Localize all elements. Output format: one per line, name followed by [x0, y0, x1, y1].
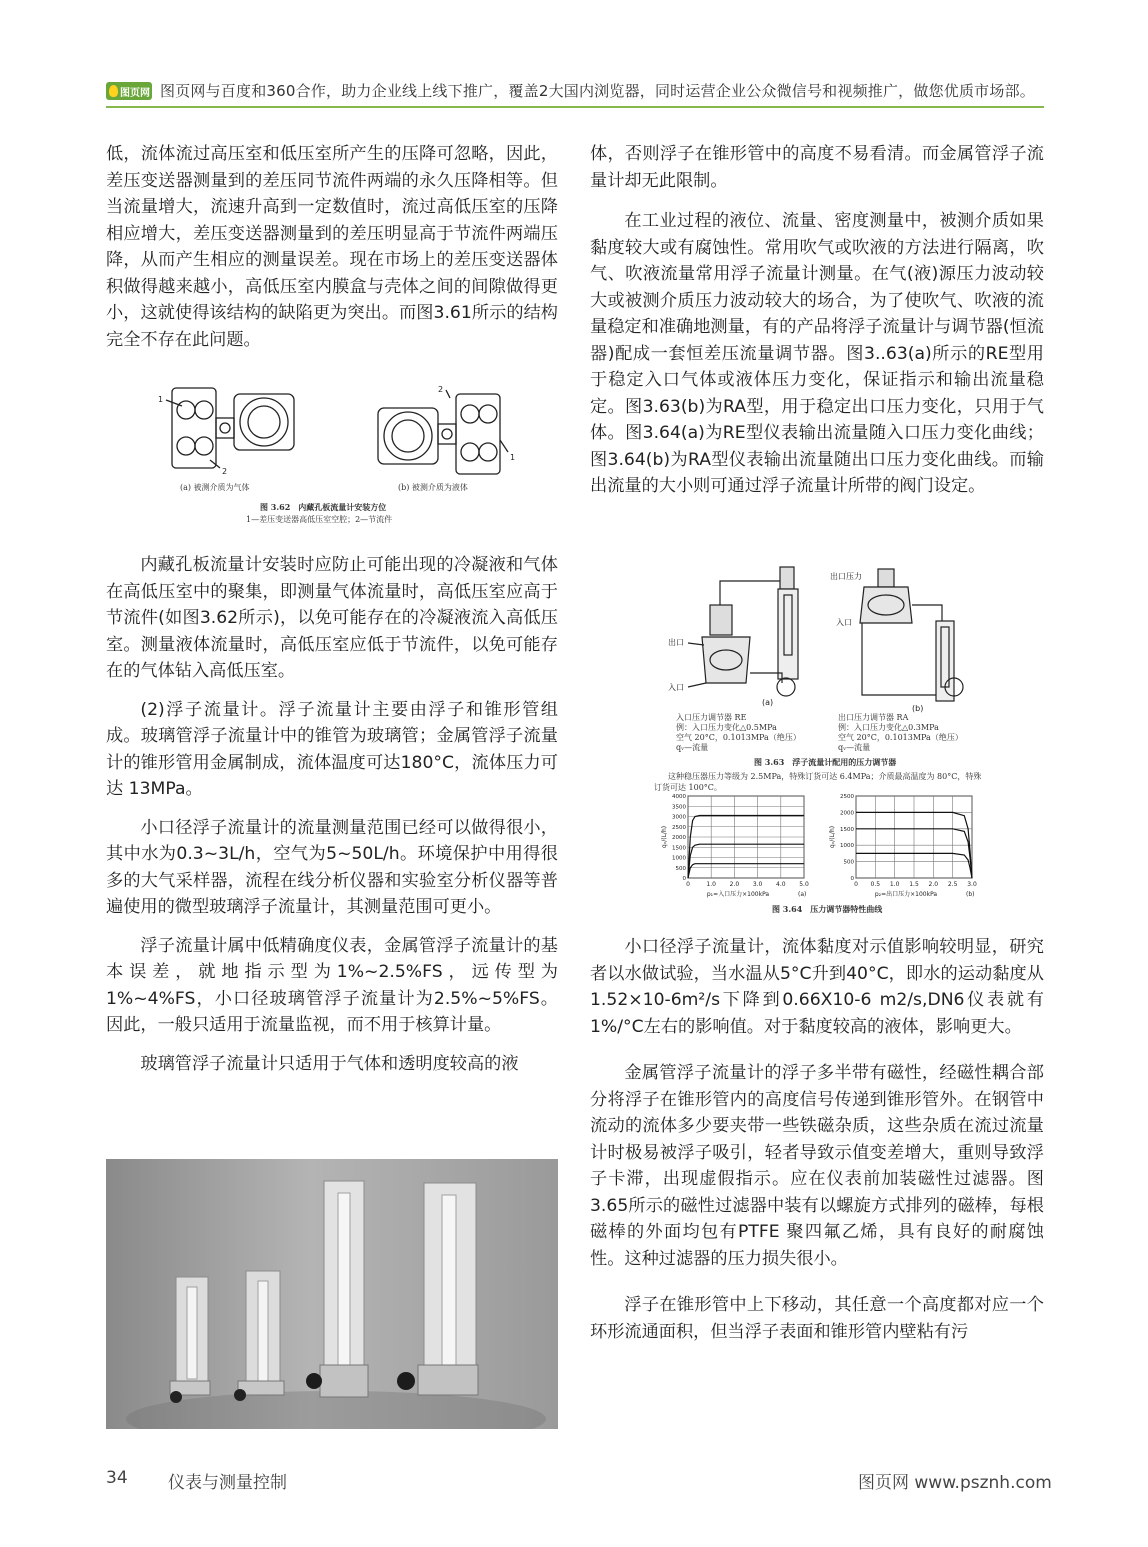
chart-y-tick-label: 3000 — [672, 814, 686, 821]
left-paragraph-3: (2)浮子流量计。浮子流量计主要由浮子和锥形管组成。玻璃管浮子流量计中的锥管为玻璃管；金属管浮子流量计的锥形管用金属制成，流体温度可达180°C，流体压力可达 13MPa。 — [106, 699, 558, 799]
chart-y-tick-label: 2500 — [672, 824, 686, 831]
figure-3-62-caption: 图 3.62 内藏孔板流量计安装方位 — [260, 502, 387, 512]
chart-panel-label: (a) — [798, 891, 807, 898]
chart-x-tick-label: 4.0 — [776, 881, 786, 888]
right-paragraph-3: 小口径浮子流量计，流体黏度对示值影响较明显，研究者以水做试验，当水温从5°C升到40°C，即水的运动黏度从1.52×10-6m²/s下降到0.66X10-6 m2/s,DN6仪表就有1%/°C左右的影响值。对于黏度较高的液体，影响更大。 — [590, 937, 1044, 1037]
figure-3-63-desc-b — [838, 713, 963, 753]
chart-x-tick-label: 0.5 — [870, 881, 881, 888]
right-column-bottom — [590, 934, 1044, 1345]
figure-3-62 — [150, 380, 520, 530]
chart-x-tick-label: 3.0 — [752, 881, 763, 888]
desc-b-line2: 例：入口压力变化△0.3MPa — [838, 723, 939, 732]
chart-y-axis-label: qᵥ/(L/h) — [829, 825, 836, 849]
left-paragraph-5: 浮子流量计属中低精确度仪表，金属管浮子流量计的基本误差，就地指示型为1%~2.5%FS，远传型为1%~4%FS，小口径玻璃管浮子流量计为2.5%~5%FS。因此，一般只适用于流量监视，而不用于核算计量。 — [106, 935, 558, 1035]
chart-y-tick-label: 1000 — [840, 843, 854, 850]
chart-x-tick-label: 5.0 — [799, 881, 809, 888]
figure-3-63-desc-a — [676, 713, 801, 753]
chart-y-tick-label: 2500 — [840, 794, 854, 800]
right-column-top — [590, 141, 1044, 500]
label-2-a: 2 — [222, 467, 228, 476]
flowmeters-photo-drawing — [106, 1159, 558, 1429]
label-outlet-a: 出口 — [668, 638, 684, 647]
chart-x-tick-label: 2.5 — [947, 881, 958, 888]
page-header — [106, 78, 1046, 108]
figure-3-63-caption: 图 3.63 浮子流量计配用的压力调节器 — [754, 757, 897, 767]
desc-b-line3: 空气 20°C，0.1013MPa（绝压） — [838, 733, 963, 742]
chart-x-tick-label: 2.0 — [928, 881, 939, 888]
label-1-a: 1 — [158, 395, 164, 404]
desc-a-line3: 空气 20°C，0.1013MPa（绝压） — [676, 733, 801, 742]
figure-3-63 — [650, 565, 990, 790]
right-paragraph-1: 体，否则浮子在锥形管中的高度不易看清。而金属管浮子流量计却无此限制。 — [590, 144, 1044, 191]
chart-x-tick-label: 3.0 — [967, 881, 977, 888]
figure-3-64-caption: 图 3.64 压力调节器特性曲线 — [772, 904, 883, 914]
chart-series-line — [688, 844, 804, 878]
right-paragraph-5: 浮子在锥形管中上下移动，其任意一个高度都对应一个环形流通面积，但当浮子表面和锥形管内壁粘有污 — [590, 1295, 1044, 1342]
site-logo — [106, 82, 152, 100]
chart-y-axis-label: qᵥ/(L/h) — [661, 825, 668, 849]
chart-y-tick-label: 0 — [682, 876, 686, 882]
chart-y-tick-label: 2000 — [672, 835, 686, 841]
desc-b-line4: qᵥ—流量 — [838, 743, 871, 752]
desc-a-line1: 入口压力调节器 RE — [676, 713, 747, 722]
desc-a-line2: 例：入口压力变化△0.5MPa — [676, 723, 777, 732]
right-paragraph-4: 金属管浮子流量计的浮子多半带有磁性，经磁性耦合部分将浮子在锥形管内的高度信号传递到锥形管外。在钢管中流动的流体多少要夹带一些铁磁杂质，这些杂质在流过流量计时极易被浮子吸引，轻者导致示值变差增大，重则导致浮子卡滞，出现虚假指示。应在仪表前加装磁性过滤器。图3.65所示的磁性过滤器中装有以螺旋方式排列的磁棒，每根磁棒的外面均包有PTFE 聚四氟乙烯，具有良好的耐腐蚀性。这种过滤器的压力损失很小。 — [590, 1063, 1044, 1269]
chart-panel-label: (b) — [966, 891, 975, 898]
left-paragraph-1: 低，流体流过高压室和低压室所产生的压降可忽略，因此，差压变送器测量到的差压同节流件两端的永久压降相等。但当流量增大，流速升高到一定数值时，流过高低压室的压降相应增大，差压变送器测量到的差压明显高于节流件两端压降，从而产生相应的测量误差。现在市场上的差压变送器体积做得越来越小，高低压室内膜盒与壳体之间的间隙做得更小，这就使得该结构的缺陷更为突出。而图3.61所示的结构完全不存在此问题。 — [106, 144, 558, 350]
chart-x-tick-label: 1.0 — [889, 881, 900, 888]
chart-x-tick-label: 0 — [854, 881, 858, 888]
chart-y-tick-label: 500 — [843, 859, 854, 866]
header-divider — [106, 106, 1044, 108]
figure-3-63-note-line1: 这种稳压器压力等级为 2.5MPa，特殊订货可达 6.4MPa；介质最高温度为 80°C，特殊 — [668, 772, 982, 781]
left-paragraph-2: 内藏孔板流量计安装时应防止可能出现的冷凝液和气体在高低压室中的聚集，即测量气体流量时，高低压室应高于节流件(如图3.62所示)，以免可能存在的冷凝液流入高低压室。测量液体流量时，高低压室应低于节流件，以免可能存在的气体钻入高低压室。 — [106, 555, 558, 681]
figure-3-62-subcaption: 1—差压变送器高低压室空腔；2—节流件 — [246, 515, 393, 524]
left-paragraph-4: 小口径浮子流量计的流量测量范围已经可以做得很小，其中水为0.3~3L/h，空气为5~50L/h。环境保护中用得很多的大气采样器，流程在线分析仪器和实验室分析仪器等普遍使用的微型玻璃浮子流量计，其测量范围可更小。 — [106, 817, 558, 917]
chart-y-tick-label: 0 — [850, 876, 854, 882]
label-2-b: 2 — [438, 385, 444, 394]
figure-3-64 — [652, 792, 988, 920]
chart-x-tick-label: 1.0 — [706, 881, 716, 888]
label-a: (a) — [762, 698, 774, 707]
label-inlet-b: 入口 — [836, 618, 852, 627]
label-outlet-pressure-b: 出口压力 — [830, 572, 862, 581]
logo-icon — [109, 85, 118, 97]
chart-x-tick-label: 1.5 — [909, 881, 919, 888]
figure-3-63-note-line2: 订货可达 100°C。 — [654, 783, 722, 792]
label-inlet-a: 入口 — [668, 683, 684, 692]
chart-series-line — [688, 864, 804, 878]
desc-b-line1: 出口压力调节器 RA — [838, 713, 909, 722]
chart-y-tick-label: 4000 — [672, 794, 686, 800]
label-b: (b) — [912, 704, 924, 713]
figure-3-64-charts — [652, 792, 988, 920]
logo-text: 图页网 — [120, 88, 150, 99]
right-paragraph-2: 在工业过程的液位、流量、密度测量中，被测介质如果黏度较大或有腐蚀性。常用吹气或吹液的方法进行隔离，吹气、吹液流量常用浮子流量计测量。在气(液)源压力波动较大或被测介质压力波动较大的场合，为了使吹气、吹液的流量稳定和准确地测量，有的产品将浮子流量计与调节器(恒流器)配成一套恒差压流量调节器。图3..63(a)所示的RE型用于稳定入口气体或液体压力变化，保证指示和输出流量稳定。图3.63(b)为RA型，用于稳定出口压力变化，只用于气体。图3.64(a)为RE型仪表输出流量随入口压力变化曲线；图3.64(b)为RA型仪表输出流量随出口压力变化曲线。而输出流量的大小则可通过浮子流量计所带的阀门设定。 — [590, 211, 1044, 496]
header-banner-text: 图页网与百度和360合作，助力企业线上线下推广，覆盖2大国内浏览器，同时运营企业公众微信号和视频推广，做您优质市场部。 — [160, 82, 1035, 100]
page-number: 34 — [106, 1468, 128, 1488]
chart-x-tick-label: 0 — [686, 881, 690, 888]
chart-x-tick-label: 2.0 — [729, 881, 740, 888]
chart-y-tick-label: 1000 — [672, 855, 686, 862]
chart-y-tick-label: 3500 — [672, 804, 686, 811]
label-1-b: 1 — [510, 453, 516, 462]
chart-y-tick-label: 500 — [675, 865, 686, 872]
left-paragraph-6: 玻璃管浮子流量计只适用于气体和透明度较高的液 — [140, 1053, 519, 1074]
chart-x-axis-label: p₂=出口压力×100kPa — [874, 891, 938, 898]
desc-a-line4: qᵥ—流量 — [676, 743, 709, 752]
left-column-middle — [106, 552, 558, 1077]
chart-y-tick-label: 1500 — [840, 826, 854, 833]
chart-y-tick-label: 2000 — [840, 810, 854, 817]
chart-series-line — [688, 816, 804, 879]
flowmeters-photo — [106, 1159, 558, 1429]
chart-x-axis-label: p₁=入口压力×100kPa — [706, 891, 770, 898]
site-footer: 图页网 www.psznh.com — [858, 1473, 1052, 1493]
figure-3-62-label-b: (b) 被测介质为液体 — [398, 483, 468, 492]
chart-y-tick-label: 1500 — [672, 845, 686, 852]
journal-name: 仪表与测量控制 — [168, 1473, 287, 1493]
left-column-top — [106, 141, 558, 353]
figure-3-62-label-a: (a) 被测介质为气体 — [180, 483, 250, 492]
